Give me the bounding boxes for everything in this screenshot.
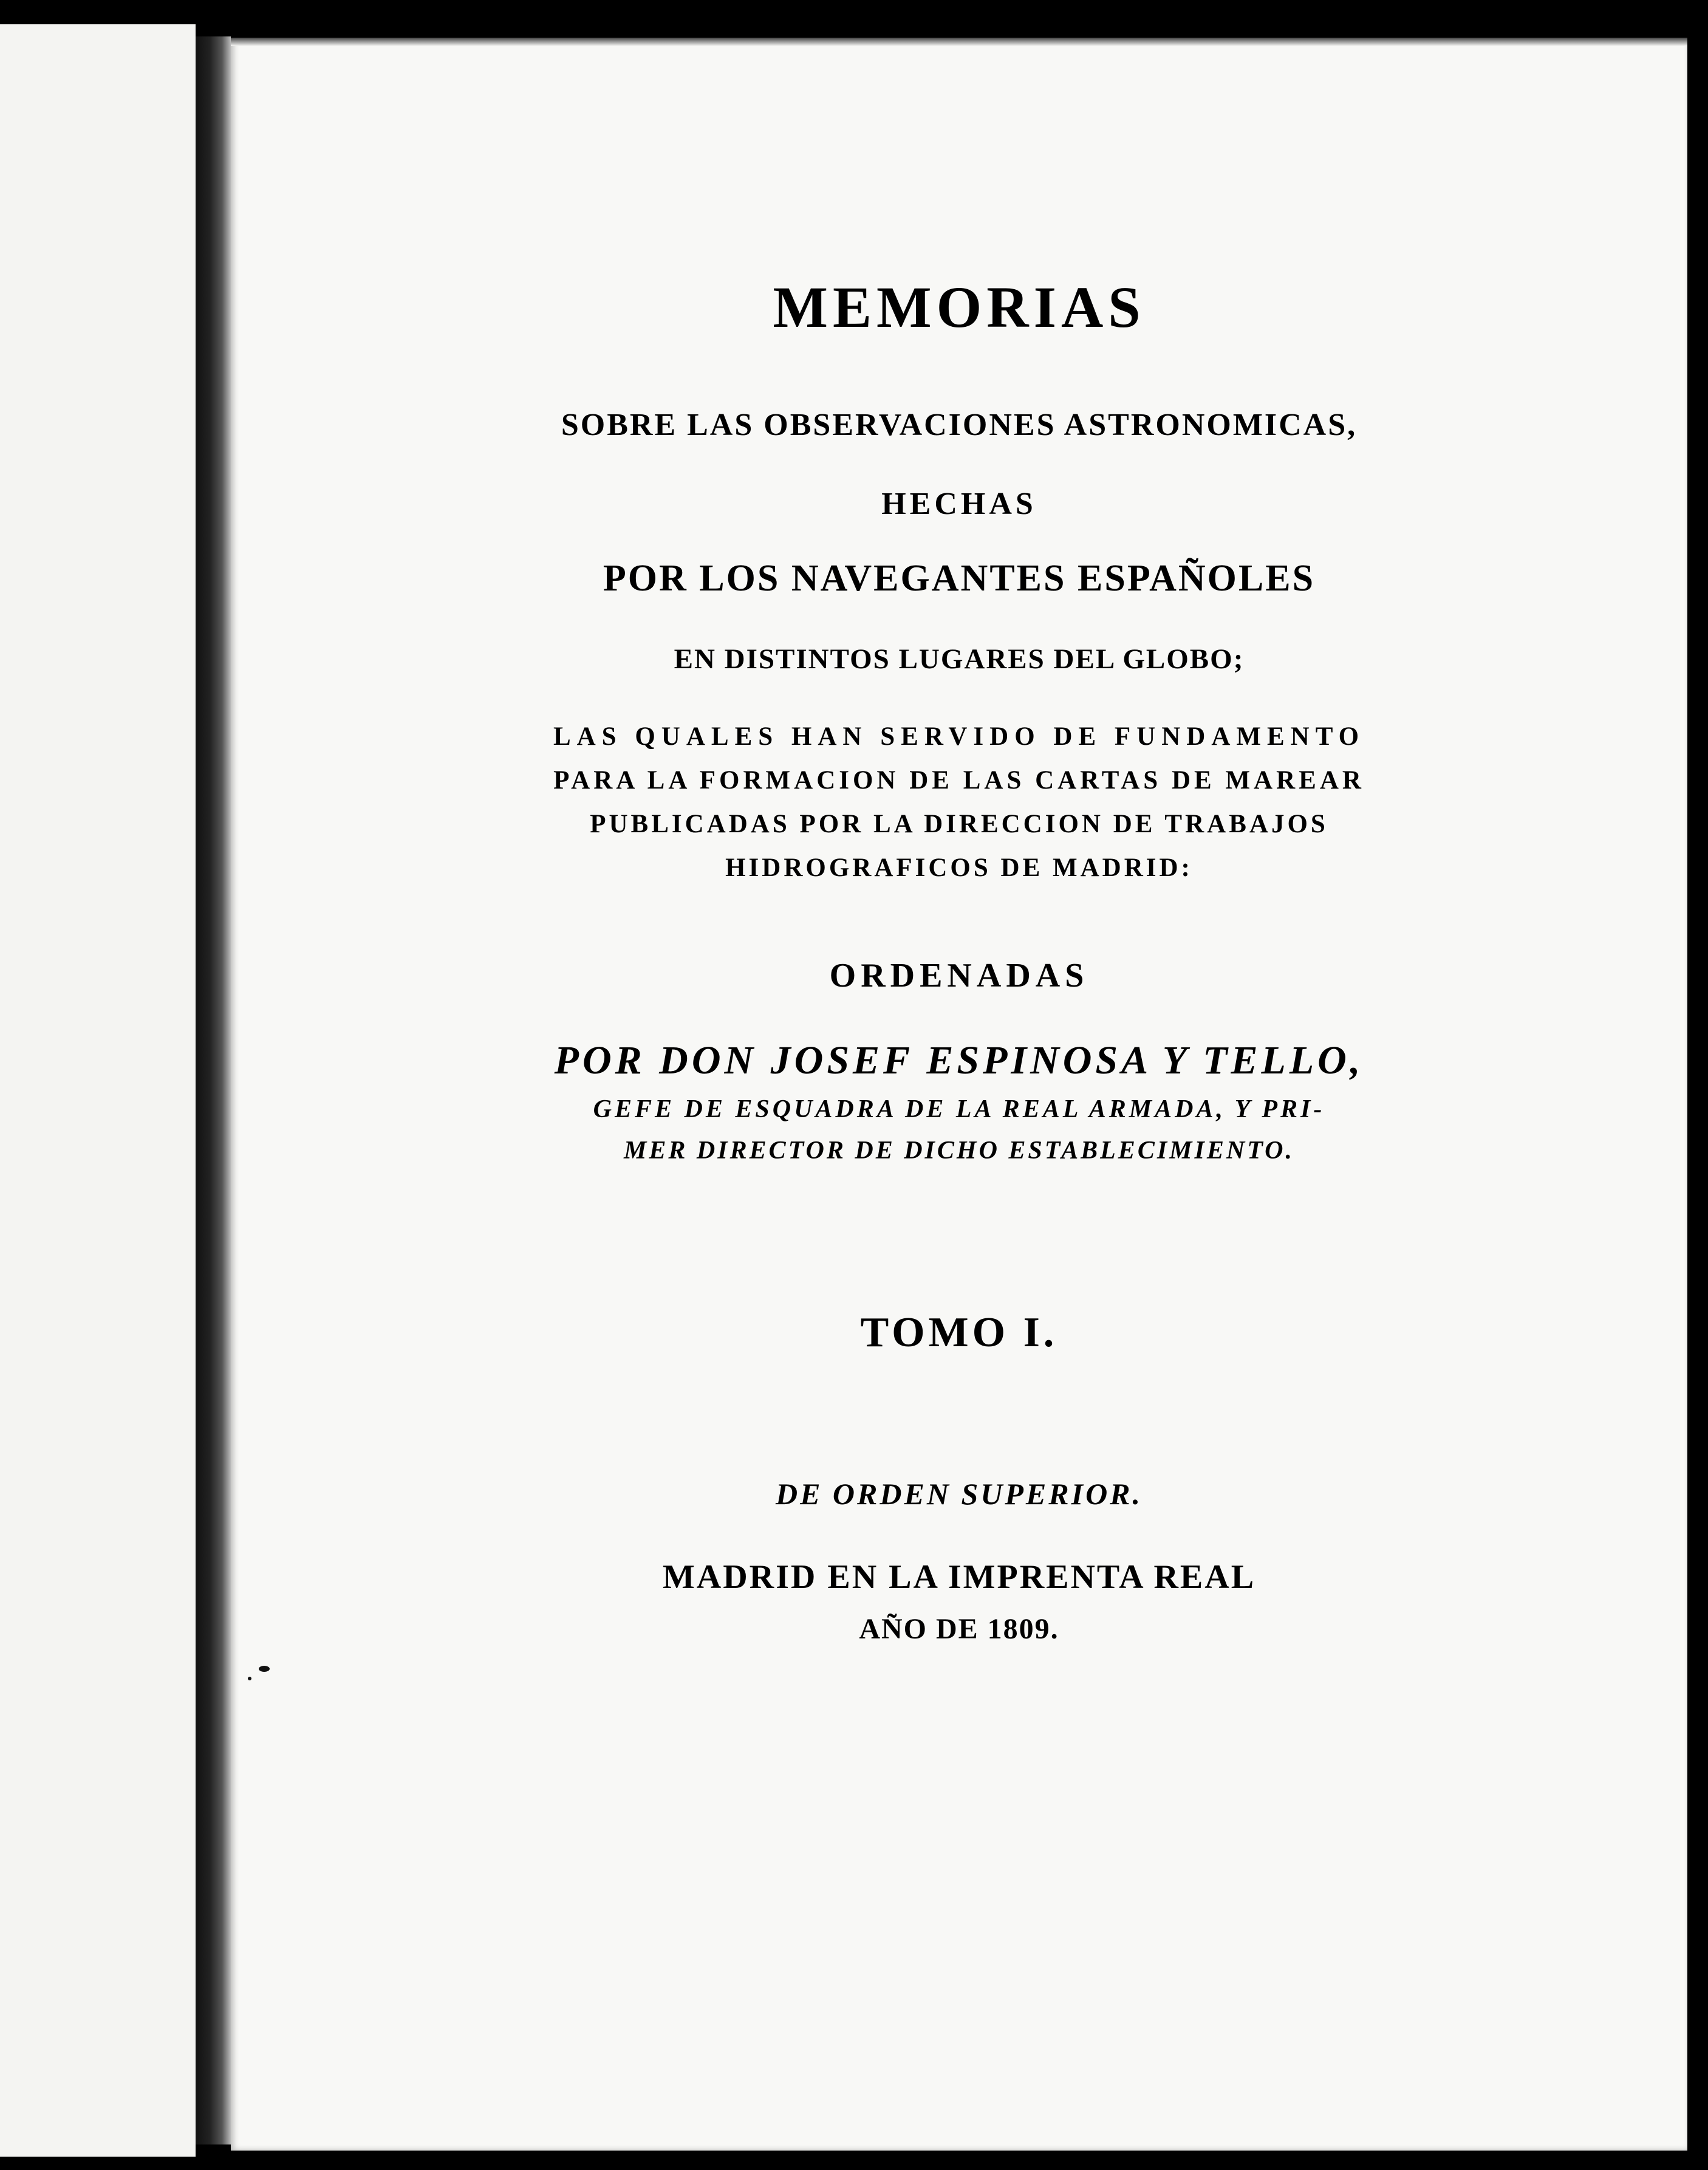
imprint-line: MADRID EN LA IMPRENTA REAL [662,1558,1256,1596]
book-gutter [196,36,231,2144]
author-name: POR DON JOSEF ESPINOSA Y TELLO, [554,1038,1364,1083]
volume-number: TOMO I. [860,1309,1058,1356]
ordenadas-heading: ORDENADAS [829,957,1089,994]
ink-speck [248,1677,251,1680]
description-line-4: HIDROGRAFICOS DE MADRID: [725,854,1193,882]
subtitle-line-4: EN DISTINTOS LUGARES DEL GLOBO; [674,643,1245,675]
description-line-2: PARA LA FORMACION DE LAS CARTAS DE MAREAR [553,766,1365,795]
book-title: MEMORIAS [773,275,1146,340]
author-title-line-2: MER DIRECTOR DE DICHO ESTABLECIMIENTO. [624,1137,1294,1165]
facing-page [0,24,196,2157]
publication-year: AÑO DE 1809. [859,1613,1059,1645]
subtitle-line-1: SOBRE LAS OBSERVACIONES ASTRONOMICAS, [561,408,1358,442]
ink-speck [259,1666,270,1672]
author-title-line-1: GEFE DE ESQUADRA DE LA REAL ARMADA, Y PRI- [593,1095,1325,1123]
subtitle-line-2: HECHAS [881,487,1037,521]
description-line-1: LAS QUALES HAN SERVIDO DE FUNDAMENTO [553,722,1365,751]
authority-line: DE ORDEN SUPERIOR. [775,1477,1143,1511]
subtitle-line-3: POR LOS NAVEGANTES ESPAÑOLES [603,558,1316,599]
page-edge-shadow [231,38,1687,46]
title-page [231,38,1687,2151]
description-line-3: PUBLICADAS POR LA DIRECCION DE TRABAJOS [590,810,1328,838]
